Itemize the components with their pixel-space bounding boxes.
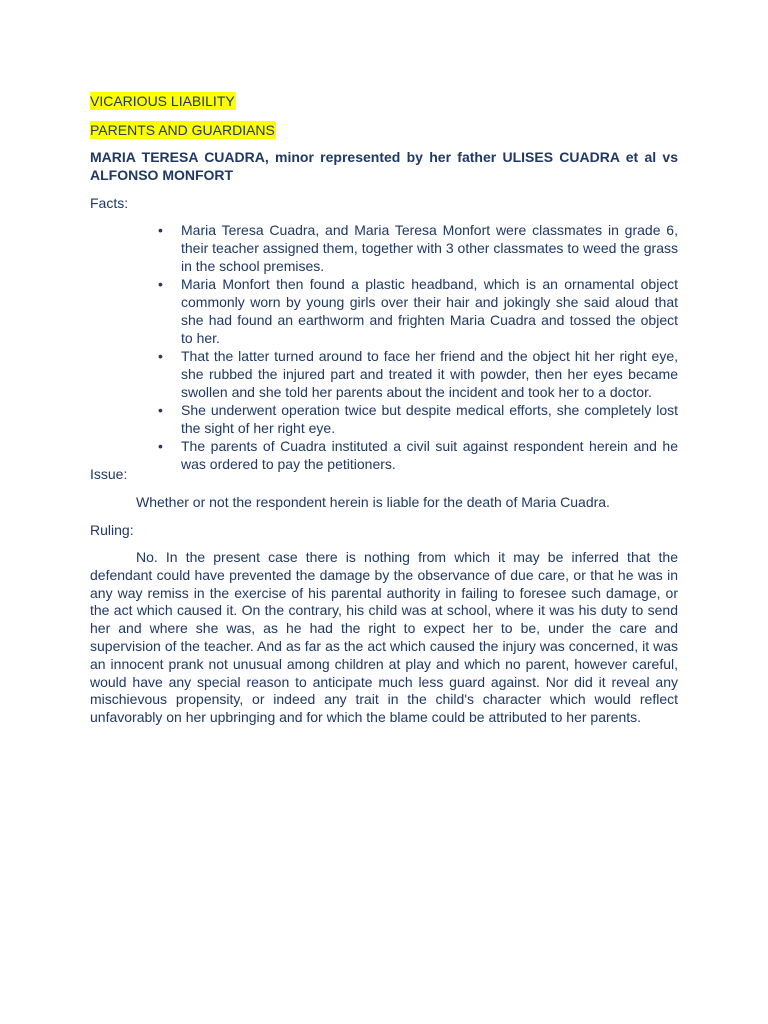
fact-item <box>90 221 678 275</box>
issue-label: Issue: <box>90 466 128 482</box>
fact-text: That the latter turned around to face her friend and the object hit her right eye, she rubbed the injured part and treated it with powder, then her eyes became swollen and she told her parents about the incident and took her to a doctor. <box>181 348 678 400</box>
fact-item <box>90 401 678 437</box>
facts-list <box>90 221 678 473</box>
facts-label: Facts: <box>90 195 129 211</box>
bullet-icon: • <box>158 438 163 454</box>
case-title: MARIA TERESA CUADRA, minor represented by her father ULISES CUADRA et al vs ALFONSO MONFORT <box>90 149 678 183</box>
bullet-icon: • <box>158 348 163 364</box>
bullet-icon: • <box>158 222 163 238</box>
fact-text: She underwent operation twice but despite medical efforts, she completely lost the sight of her right eye. <box>181 402 678 436</box>
ruling-text: No. In the present case there is nothing from which it may be inferred that the defendant could have prevented the damage by the observance of due care, or that he was in any way remiss in the exercise of his parental authority in failing to foresee such damage, or the act which caused it. On the contrary, his child was at school, where it was his duty to send her and where she was, as he had the right to expect her to be, under the care and supervision of the teacher. And as far as the act which caused the injury was concerned, it was an innocent prank not unusual among children at play and which no parent, however careful, would have any special reason to anticipate much less guard against. Nor did it reveal any mischievous propensity, or indeed any trait in the child's character which would reflect unfavorably on her upbringing and for which the blame could be attributed to her parents. <box>90 549 678 726</box>
fact-item <box>90 437 678 473</box>
subtopic-heading: PARENTS AND GUARDIANS <box>90 122 275 138</box>
ruling-label: Ruling: <box>90 522 134 538</box>
fact-text: Maria Monfort then found a plastic headband, which is an ornamental object commonly worn by young girls over their hair and jokingly she said aloud that she had found an earthworm and frighten Maria Cuadra and tossed the object to her. <box>181 276 678 346</box>
fact-text: Maria Teresa Cuadra, and Maria Teresa Monfort were classmates in grade 6, their teacher assigned them, together with 3 other classmates to weed the grass in the school premises. <box>181 222 678 274</box>
bullet-icon: • <box>158 276 163 292</box>
topic-heading: VICARIOUS LIABILITY <box>90 93 235 109</box>
bullet-icon: • <box>158 402 163 418</box>
fact-text: The parents of Cuadra instituted a civil suit against respondent herein and he was ordered to pay the petitioners. <box>181 438 678 472</box>
issue-text: Whether or not the respondent herein is liable for the death of Maria Cuadra. <box>136 494 610 510</box>
fact-item <box>90 275 678 347</box>
fact-item <box>90 347 678 401</box>
